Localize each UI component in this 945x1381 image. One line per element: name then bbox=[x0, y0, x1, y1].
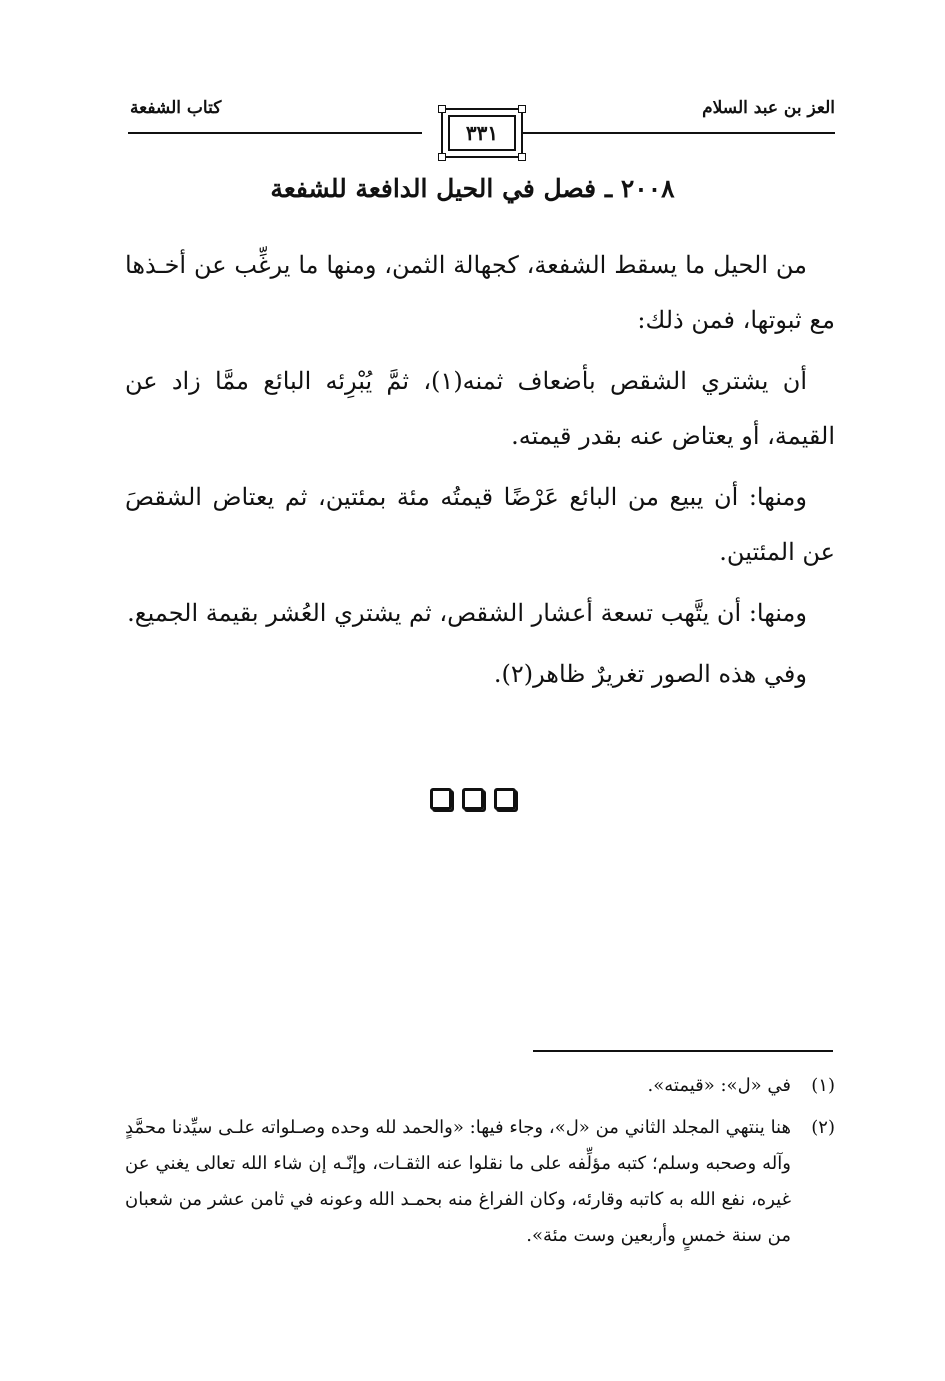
footnote bbox=[125, 1068, 835, 1104]
square-ornament-icon bbox=[462, 788, 484, 810]
header-rule-left bbox=[128, 132, 422, 134]
frame-corner-ornament bbox=[518, 153, 526, 161]
page-number-frame bbox=[441, 108, 523, 158]
footnote-number: (١) bbox=[811, 1075, 835, 1096]
running-header-author: العز بن عبد السلام bbox=[702, 98, 835, 118]
footnote-separator-rule bbox=[533, 1050, 833, 1052]
section-title: ٢٠٠٨ ـ فصل في الحيل الدافعة للشفعة bbox=[270, 174, 675, 203]
paragraph: وفي هذه الصور تغريرٌ ظاهر(٢). bbox=[493, 660, 807, 688]
running-header-book-title: كتاب الشفعة bbox=[130, 98, 222, 118]
main-text bbox=[125, 238, 835, 708]
frame-corner-ornament bbox=[518, 105, 526, 113]
square-ornament-icon bbox=[494, 788, 516, 810]
section-end-ornament bbox=[0, 788, 945, 810]
page-number: ٣٣١ bbox=[465, 121, 499, 145]
frame-corner-ornament bbox=[438, 105, 446, 113]
square-ornament-icon bbox=[430, 788, 452, 810]
paragraph: ومنها: أن يتَّهب تسعة أعشار الشقص، ثم يشتري العُشر بقيمة الجميع. bbox=[127, 599, 807, 627]
footnote-number: (٢) bbox=[811, 1117, 835, 1138]
footnotes bbox=[125, 1068, 835, 1260]
paragraph: ومنها: أن يبيع من البائع عَرْضًا قيمتُه مئة بمئتين، ثم يعتاض الشقصَ عن المئتين. bbox=[125, 483, 835, 566]
header-rule-right bbox=[522, 132, 835, 134]
paragraph: أن يشتري الشقص بأضعاف ثمنه(١)، ثمَّ يُبْرِئه البائع ممَّا زاد عن القيمة، أو يعتاض عنه بقدر قيمته. bbox=[125, 367, 835, 450]
frame-corner-ornament bbox=[438, 153, 446, 161]
footnote bbox=[125, 1110, 835, 1254]
footnote-text: في «ل»: «قيمته». bbox=[647, 1075, 791, 1096]
paragraph: من الحيل ما يسقط الشفعة، كجهالة الثمن، ومنها ما يرغِّب عن أخـذها مع ثبوتها، فمن ذلك: bbox=[125, 251, 835, 334]
footnote-text: هنا ينتهي المجلد الثاني من «ل»، وجاء فيها: «والحمد لله وحده وصـلواته علـى سيِّدنا محمَّدٍ وآله وصحبه وسلم؛ كتبه مؤلِّفه على ما نقلوا عنه الثقـات، وإنّـه إن شاء الله تعالى يغني عن غيره، نفع الله به كاتبه وقارئه، وكان الفراغ منه بحمـد الله وعونه في ثامن عشر من شعبان من سنة خمسٍ وأربعين وست مئة». bbox=[125, 1117, 791, 1246]
